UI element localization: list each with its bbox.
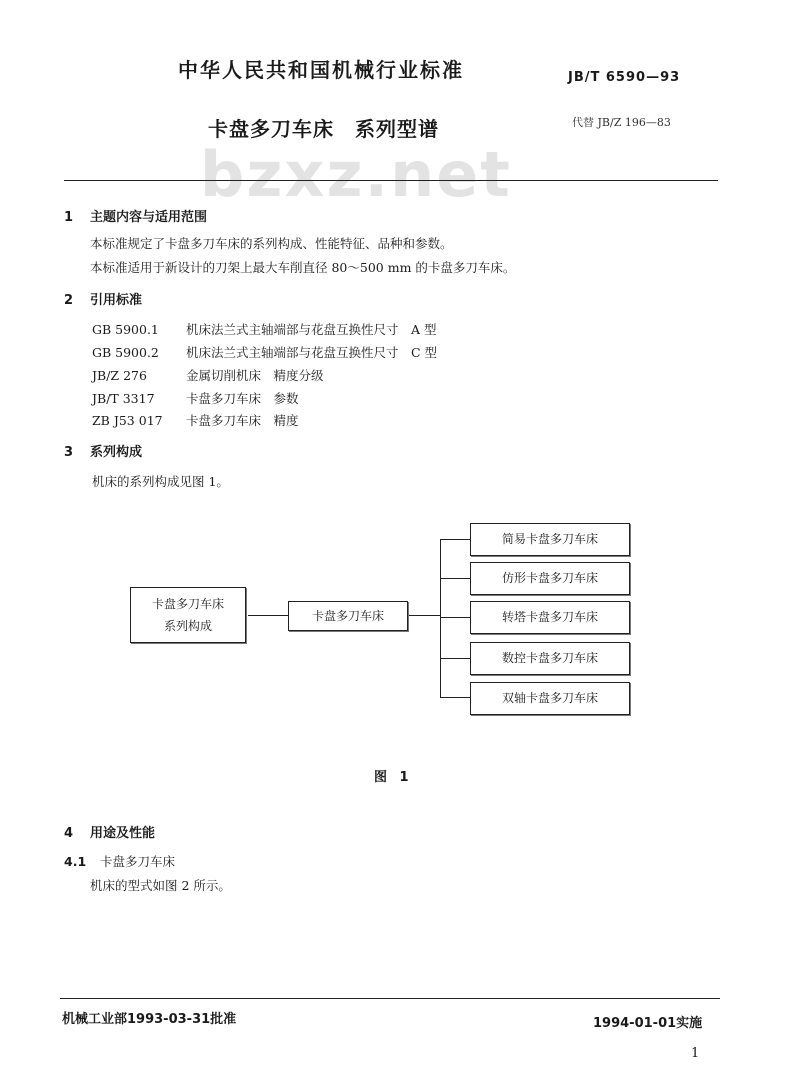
section-title: 引用标准 <box>90 293 143 308</box>
connector-leaf <box>440 578 470 579</box>
connector-root-mid <box>248 615 288 616</box>
section-4-heading <box>64 822 155 841</box>
reference-name: 机床法兰式主轴端部与花盘互换性尺寸 C 型 <box>186 345 438 360</box>
diagram-leaf-box <box>470 601 630 634</box>
reference-name: 卡盘多刀车床 精度 <box>186 413 299 428</box>
figure-caption: 图 1 <box>374 770 413 785</box>
reference-code: JB/Z 276 <box>92 368 147 383</box>
section-number: 1 <box>64 210 74 225</box>
section-3-heading <box>64 441 142 460</box>
issuing-body-title: 中华人民共和国机械行业标准 <box>178 58 464 82</box>
reference-code: GB 5900.2 <box>92 345 159 360</box>
diagram-leaf-label: 双轴卡盘多刀车床 <box>501 691 598 705</box>
section-1-paragraph-2: 本标准适用于新设计的刀架上最大车削直径 80～500 mm 的卡盘多刀车床。 <box>90 260 516 275</box>
reference-item <box>92 389 299 407</box>
diagram-leaf-label: 仿形卡盘多刀车床 <box>501 571 598 585</box>
section-2-heading <box>64 289 142 308</box>
reference-name: 卡盘多刀车床 参数 <box>186 391 299 406</box>
diagram-leaf-box <box>470 642 630 675</box>
approval-date: 机械工业部1993-03-31批准 <box>62 1012 237 1027</box>
reference-code: GB 5900.1 <box>92 322 159 337</box>
section-number: 3 <box>64 445 74 460</box>
connector-bus-vertical <box>440 539 441 697</box>
diagram-leaf-label: 转塔卡盘多刀车床 <box>501 610 598 624</box>
section-1-heading <box>64 206 207 225</box>
diagram-root-line-2: 系列构成 <box>163 619 212 633</box>
section-3-paragraph: 机床的系列构成见图 1。 <box>92 474 229 489</box>
connector-leaf <box>440 697 470 698</box>
watermark: bzxz.net <box>200 138 512 211</box>
diagram-root-line-1: 卡盘多刀车床 <box>151 597 224 611</box>
reference-item <box>92 320 437 338</box>
diagram-mid-box <box>288 601 408 631</box>
diagram-leaf-label: 数控卡盘多刀车床 <box>501 651 598 665</box>
document-title: 卡盘多刀车床 系列型谱 <box>208 117 439 141</box>
section-1-paragraph-1: 本标准规定了卡盘多刀车床的系列构成、性能特征、品种和参数。 <box>90 236 453 251</box>
section-title: 系列构成 <box>90 445 143 460</box>
subsection-title: 卡盘多刀车床 <box>100 854 176 869</box>
effective-date: 1994-01-01实施 <box>593 1016 703 1031</box>
section-title: 用途及性能 <box>90 826 156 841</box>
connector-mid-bus <box>406 615 440 616</box>
reference-name: 机床法兰式主轴端部与花盘互换性尺寸 A 型 <box>186 322 437 337</box>
section-number: 4 <box>64 826 74 841</box>
reference-code: ZB J53 017 <box>92 413 163 428</box>
diagram-leaf-box <box>470 523 630 556</box>
section-title: 主题内容与适用范围 <box>90 210 208 225</box>
diagram-mid-label: 卡盘多刀车床 <box>311 609 384 623</box>
section-number: 2 <box>64 293 74 308</box>
reference-item <box>92 343 437 361</box>
replaces-note: 代替 JB/Z 196—83 <box>572 116 671 129</box>
reference-item <box>92 411 299 429</box>
reference-name: 金属切削机床 精度分级 <box>186 368 324 383</box>
diagram-leaf-label: 简易卡盘多刀车床 <box>501 532 598 546</box>
diagram-root-box <box>130 587 246 643</box>
footer-rule <box>60 998 720 999</box>
diagram-leaf-box <box>470 562 630 595</box>
diagram-leaf-box <box>470 682 630 715</box>
section-4-1-heading <box>64 852 175 870</box>
connector-leaf <box>440 617 470 618</box>
reference-code: JB/T 3317 <box>92 391 155 406</box>
header-rule <box>64 180 718 181</box>
standard-number: JB/T 6590—93 <box>568 70 681 85</box>
connector-leaf <box>440 658 470 659</box>
page-number: 1 <box>691 1046 700 1061</box>
connector-leaf <box>440 539 470 540</box>
subsection-number: 4.1 <box>64 854 87 869</box>
reference-item <box>92 366 324 384</box>
section-4-paragraph: 机床的型式如图 2 所示。 <box>90 878 231 893</box>
